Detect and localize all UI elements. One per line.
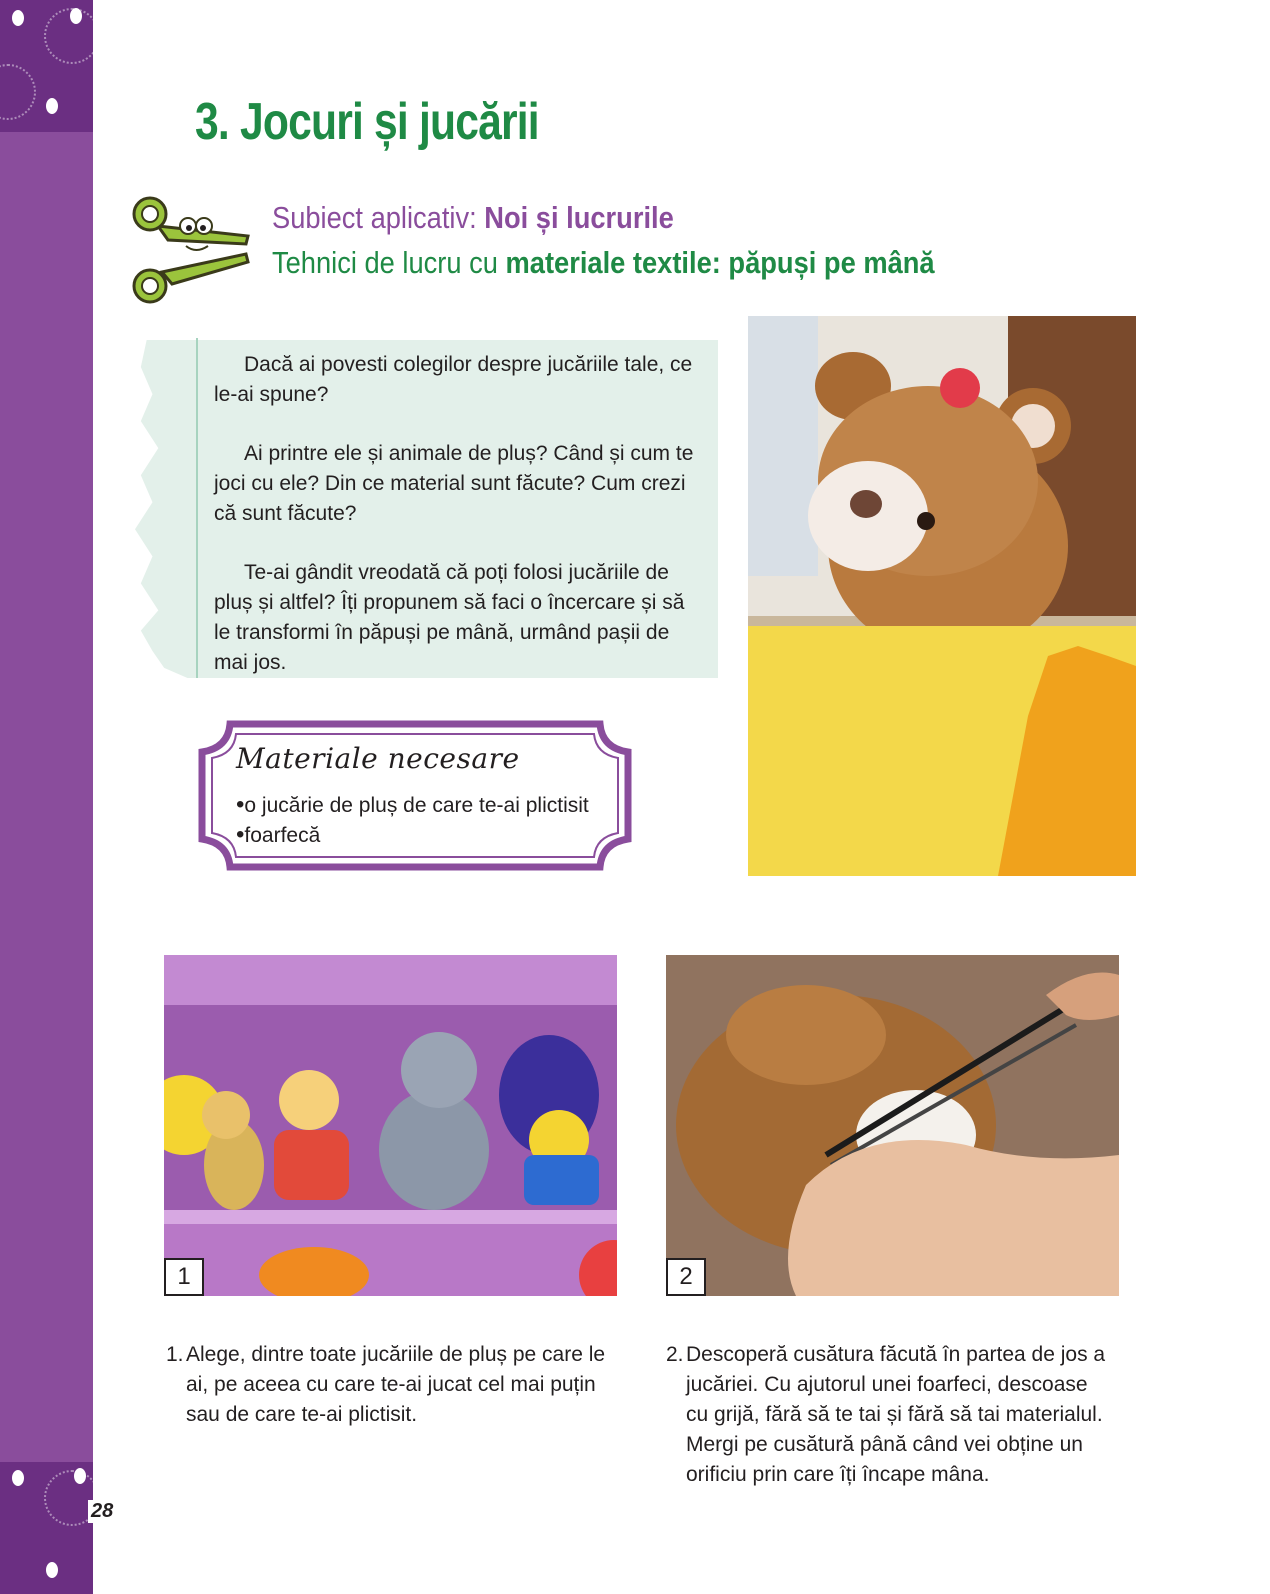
subject-line [272, 200, 674, 236]
decor-dot [12, 1470, 24, 1486]
materials-label [190, 718, 640, 873]
note-margin-line [196, 338, 198, 678]
technique-name: materiale textile: păpuși pe mână [505, 245, 935, 280]
intro-paragraph: Te-ai gândit vreodată că poți folosi jucăriile de pluș și altfel? Îți propunem să faci o încercare și să le transformi în păpuși pe mână, urmând pașii de mai jos. [214, 561, 685, 674]
photo-number-label: 1 [164, 1258, 204, 1296]
subject-name: Noi și lucrurile [484, 200, 674, 235]
photo-number-label: 2 [666, 1258, 706, 1296]
decor-dot [46, 98, 58, 114]
photo-toys-shelf [164, 955, 617, 1296]
decor-dot [12, 10, 24, 26]
intro-paragraph: Dacă ai povesti colegilor despre jucăriile tale, ce le-ai spune? [214, 353, 693, 406]
technique-label: Tehnici de lucru cu [272, 245, 506, 280]
step-number: 1. [166, 1343, 184, 1366]
decor-dot [74, 1468, 86, 1484]
intro-note-text [214, 350, 704, 707]
material-item: • foarfecă [236, 820, 589, 850]
technique-line [272, 245, 935, 281]
scissors-icon [128, 196, 256, 306]
subject-label: Subiect aplicativ: [272, 200, 485, 235]
step-text: Alege, dintre toate jucăriile de pluș pe care le ai, pe aceea cu care te-ai jucat cel mai puțin sau de care te-ai plictisit. [186, 1343, 606, 1426]
chapter-title: 3. Jocuri și jucării [195, 93, 539, 151]
intro-paragraph: Ai printre ele și animale de pluș? Când și cum te joci cu ele? Din ce material sunt făcute? Cum crezi că sunt făcute? [214, 442, 694, 525]
step-1 [166, 1340, 606, 1430]
photo-cutting-seam [666, 955, 1119, 1296]
step-text: Descoperă cusătura făcută în partea de jos a jucăriei. Cu ajutorul unei foarfeci, descoase cu grijă, fără să te tai și fără să tai materialul. Mergi pe cusătură până când vei obține un orificiu prin care îți încape mâna. [686, 1343, 1106, 1486]
photo-plush-toy [748, 316, 1136, 876]
step-2 [666, 1340, 1106, 1490]
materials-title: Materiale necesare [236, 742, 520, 775]
page-sidebar [0, 0, 93, 1594]
decor-dot [70, 8, 82, 24]
materials-list [236, 790, 589, 850]
material-item: • o jucărie de pluș de care te-ai plictisit [236, 790, 589, 820]
page-number: 28 [88, 1500, 116, 1523]
decor-dot [46, 1562, 58, 1578]
step-number: 2. [666, 1343, 684, 1366]
